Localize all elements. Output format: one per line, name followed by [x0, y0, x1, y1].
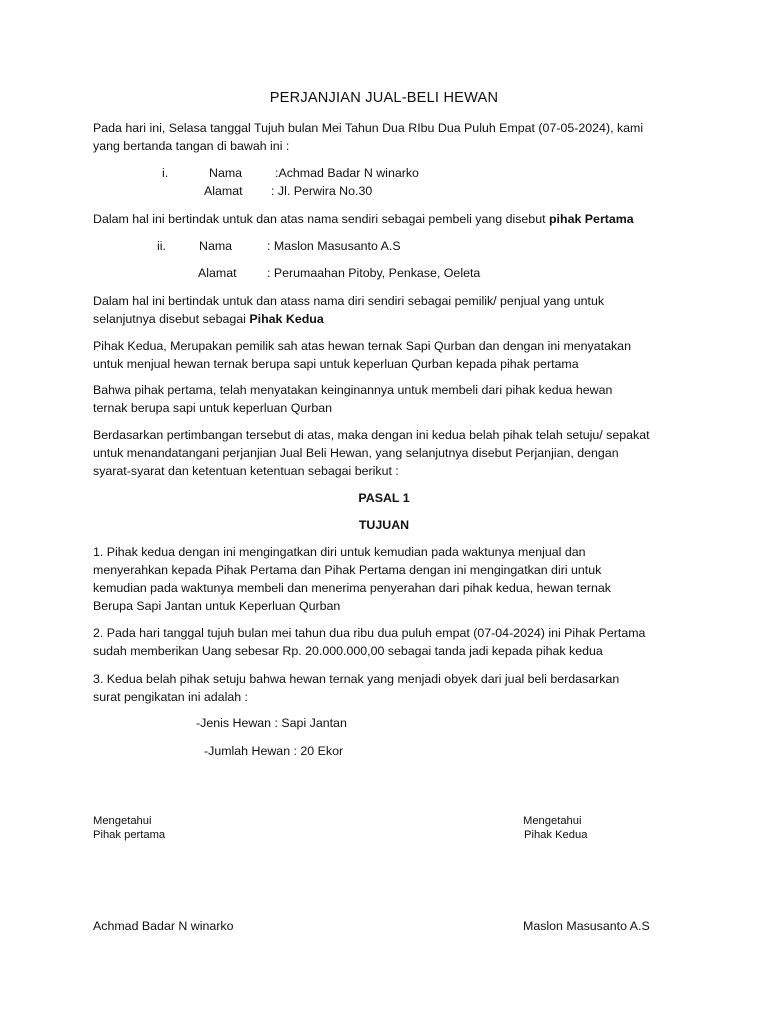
clause-3: [93, 670, 683, 706]
clause-2-line-1: 2. Pada hari tanggal tujuh bulan mei tahun dua ribu dua puluh empat (07-04-2024) ini Pihak Pertama: [93, 626, 646, 640]
party1-number: i.: [162, 166, 169, 180]
party2-statement-text: selanjutnya disebut sebagai: [93, 312, 250, 326]
party2-statement-line-1: Dalam hal ini bertindak untuk dan atass nama diri sendiri sebagai pemilik/ penjual yang untuk: [93, 294, 605, 308]
party1-address-label: Alamat: [204, 184, 243, 198]
intro-line-2: yang bertanda tangan di bawah ini :: [93, 139, 290, 153]
clause-1-line-1: 1. Pihak kedua dengan ini mengingatkan diri untuk kemudian pada waktunya menjual dan: [93, 545, 586, 559]
paragraph-3: [93, 426, 683, 480]
party2-name-label: Nama: [199, 239, 233, 253]
document-title: PERJANJIAN JUAL-BELI HEWAN: [269, 90, 499, 106]
party2-statement-line-2: [93, 310, 683, 328]
party1-statement: [93, 210, 634, 228]
party1-address-value: : Jl. Perwira No.30: [271, 184, 373, 198]
paragraph-1-line-2: untuk menjual hewan ternak berupa sapi untuk keperluan Qurban kepada pihak pertama: [93, 357, 579, 371]
paragraph-2-line-1: Bahwa pihak pertama, telah menyatakan keinginannya untuk membeli dari pihak kedua hewan: [93, 383, 613, 397]
clause-3-line-2: surat pengikatan ini adalah :: [93, 690, 248, 704]
party2-role: Pihak Kedua: [249, 312, 324, 326]
party1-role: pihak Pertama: [548, 212, 634, 226]
left-signatory-name: Achmad Badar N winarko: [93, 919, 234, 933]
party2-name-value: : Maslon Masusanto A.S: [267, 239, 401, 253]
paragraph-2: [93, 381, 683, 417]
party2-number: ii.: [157, 239, 166, 253]
clause-2: [93, 624, 683, 660]
pasal-heading: PASAL 1: [358, 491, 410, 505]
paragraph-1-line-1: Pihak Kedua, Merupakan pemilik sah atas hewan ternak Sapi Qurban dan dengan ini menyatakan: [93, 339, 631, 353]
pasal-subheading: TUJUAN: [358, 518, 410, 532]
clause-2-line-2: sudah memberikan Uang sebesar Rp. 20.000.000,00 sebagai tanda jadi kepada pihak kedua: [93, 644, 603, 658]
right-acknowledge-label: Mengetahui: [523, 815, 582, 827]
party2-address-label: Alamat: [198, 266, 237, 280]
paragraph-3-line-3: syarat-syarat dan ketentuan ketentuan sebagai berikut :: [93, 464, 399, 478]
right-party-label: Pihak Kedua: [524, 829, 588, 841]
right-signatory-name: Maslon Masusanto A.S: [523, 919, 650, 933]
animal-count: -Jumlah Hewan : 20 Ekor: [204, 744, 344, 758]
party2-address-value: : Perumaahan Pitoby, Penkase, Oeleta: [267, 266, 481, 280]
party1-name-value: :Achmad Badar N winarko: [275, 166, 419, 180]
paragraph-3-line-1: Berdasarkan pertimbangan tersebut di atas, maka dengan ini kedua belah pihak telah setuju/ sepakat: [93, 428, 650, 442]
paragraph-3-line-2: untuk menandatangani perjanjian Jual Beli Hewan, yang selanjutnya disebut Perjanjian, dengan: [93, 446, 619, 460]
left-acknowledge-label: Mengetahui: [93, 815, 152, 827]
party2-statement: [93, 292, 683, 328]
clause-1: [93, 543, 683, 615]
clause-1-line-4: Berupa Sapi Jantan untuk Keperluan Qurban: [93, 599, 341, 613]
clause-1-line-2: menyerahkan kepada Pihak Pertama dan Pihak Pertama dengan ini mengingatkan diri untuk: [93, 563, 602, 577]
paragraph-2-line-2: ternak berupa sapi untuk keperluan Qurban: [93, 401, 333, 415]
paragraph-1: [93, 337, 683, 373]
left-party-label: Pihak pertama: [93, 829, 166, 841]
clause-3-line-1: 3. Kedua belah pihak setuju bahwa hewan ternak yang menjadi obyek dari jual beli berdasarkan: [93, 672, 620, 686]
party1-statement-text: Dalam hal ini bertindak untuk dan atas nama sendiri sebagai pembeli yang disebut: [93, 212, 549, 226]
intro-line-1: Pada hari ini, Selasa tanggal Tujuh bulan Mei Tahun Dua RIbu Dua Puluh Empat (07-05-2024), kami: [93, 121, 644, 135]
intro-paragraph: [93, 119, 683, 155]
party1-name-label: Nama: [209, 166, 243, 180]
animal-type: -Jenis Hewan : Sapi Jantan: [196, 716, 347, 730]
clause-1-line-3: kemudian pada waktunya membeli dan menerima penyerahan dari pihak kedua, hewan ternak: [93, 581, 611, 595]
